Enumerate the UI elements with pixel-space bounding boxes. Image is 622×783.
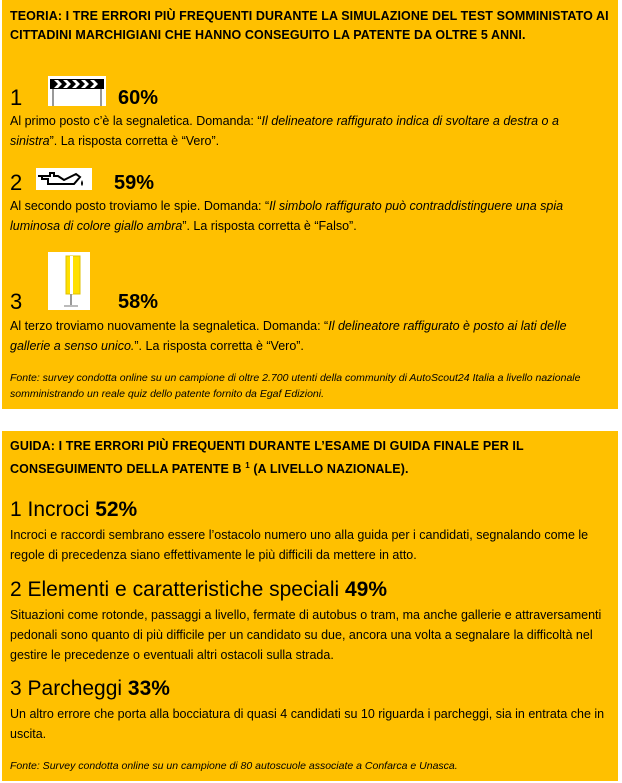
theory-panel bbox=[2, 0, 618, 409]
theory-item-3-text bbox=[10, 316, 608, 356]
driving-item-2-label: 2 Elementi e caratteristiche speciali bbox=[10, 578, 345, 601]
theory-item-3-question: Il delineatore raffigurato è posto ai lati delle gallerie a senso unico. bbox=[10, 319, 567, 353]
theory-item-2-rank: 2 bbox=[10, 170, 23, 195]
driving-heading bbox=[10, 437, 610, 479]
chevron-delineator-icon bbox=[48, 76, 106, 106]
theory-item-3-rank: 3 bbox=[10, 289, 23, 314]
theory-item-1-percent: 60% bbox=[118, 87, 159, 109]
theory-item-3-text-after: ”. La risposta corretta è “Vero”. bbox=[134, 339, 304, 353]
theory-item-3-header bbox=[10, 252, 310, 312]
driving-item-3-label: 3 Parcheggi bbox=[10, 677, 128, 700]
theory-item-3-percent: 58% bbox=[118, 291, 159, 313]
driving-heading-end: (A LIVELLO NAZIONALE). bbox=[249, 462, 409, 477]
driving-item-3-text: Un altro errore che porta alla bocciatura di quasi 4 candidati su 10 riguarda i parcheggi, sia in entrata che in uscita. bbox=[10, 707, 605, 741]
tunnel-delineator-icon bbox=[48, 252, 90, 310]
driving-item-1-text: Incroci e raccordi sembrano essere l’ostacolo numero uno alla guida per i candidati, segnalando come le regole di precedenza siano effettivamente le più difficili da mettere in atto. bbox=[10, 528, 589, 562]
driving-item-1-title bbox=[10, 497, 137, 523]
driving-heading-footnote: 1 bbox=[245, 461, 250, 470]
theory-item-2-question: Il simbolo raffigurato può contraddistinguere una spia luminosa di colore giallo ambra bbox=[10, 199, 564, 233]
theory-item-2-text bbox=[10, 196, 608, 236]
driving-heading-main: GUIDA: I TRE ERRORI PIÙ FREQUENTI DURANTE L’ESAME DI GUIDA FINALE PER IL CONSEGUIMENTO DELLA PATENTE B bbox=[10, 439, 524, 477]
driving-item-2-text: Situazioni come rotonde, passaggi a livello, fermate di autobus o tram, ma anche gallerie e attraversamenti pedonali sono quanto di più difficile per un candidato su due, ancora una volta a segnalare la difficoltà nel gestire le precedenze o eventuali altri ostacoli sulla strada. bbox=[10, 608, 602, 662]
driving-panel bbox=[2, 431, 618, 781]
theory-item-3-text-before: Al terzo troviamo nuovamente la segnaletica. Domanda: “ bbox=[10, 319, 329, 333]
theory-item-1-text-after: ”. La risposta corretta è “Vero”. bbox=[49, 134, 220, 148]
driving-item-3-percent: 33% bbox=[127, 677, 170, 700]
oil-pressure-light-icon bbox=[36, 168, 92, 190]
driving-item-2-title bbox=[10, 577, 387, 603]
theory-source: Fonte: survey condotta online su un campione di oltre 2.700 utenti della community di AutoScout24 Italia a livello nazionale somministrando un reale quiz dello patente fornito da Egaf Edizioni. bbox=[10, 372, 581, 400]
theory-item-2-text-after: ”. La risposta corretta è “Falso”. bbox=[182, 219, 357, 233]
theory-item-1-text bbox=[10, 111, 608, 151]
theory-item-1-text-before: Al primo posto c’è la segnaletica. Domanda: “ bbox=[10, 114, 262, 128]
driving-item-3-title bbox=[10, 676, 170, 702]
theory-item-2-percent: 59% bbox=[114, 172, 155, 194]
theory-item-1-question: Il delineatore raffigurato indica di svoltare a destra o a sinistra bbox=[10, 114, 559, 148]
theory-item-1-rank: 1 bbox=[10, 85, 23, 110]
theory-item-2-text-before: Al secondo posto troviamo le spie. Domanda: “ bbox=[10, 199, 270, 213]
driving-item-1-label: 1 Incroci bbox=[10, 498, 96, 521]
driving-source: Fonte: Survey condotta online su un campione di 80 autoscuole associate a Confarca e Unasca. bbox=[10, 760, 458, 772]
driving-item-2-percent: 49% bbox=[345, 578, 388, 601]
theory-item-1-header bbox=[10, 76, 310, 116]
theory-heading: TEORIA: I TRE ERRORI PIÙ FREQUENTI DURANTE LA SIMULAZIONE DEL TEST SOMMINISTATO AI CITTADINI MARCHIGIANI CHE HANNO CONSEGUITO LA PATENTE DA OLTRE 5 ANNI. bbox=[10, 9, 609, 42]
driving-item-1-percent: 52% bbox=[95, 498, 138, 521]
